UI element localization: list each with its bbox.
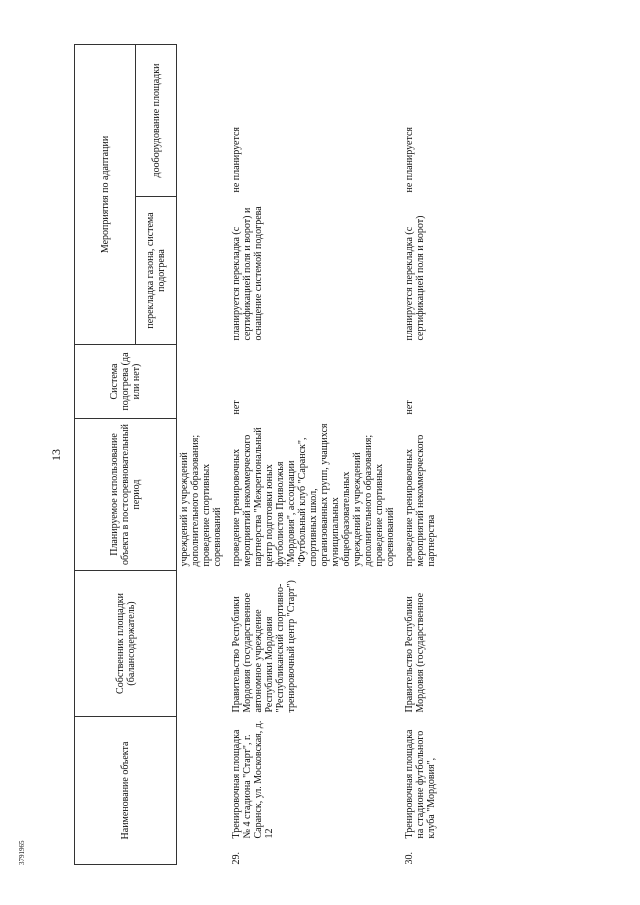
continuation-planned-use: учреждений и учреждений дополнительного образования; проведение спортивных соревнований (179, 434, 223, 567)
row-number: 29. (231, 852, 242, 865)
header-owner: Собственник площадки (балансодержатель) (75, 571, 177, 717)
header-reequipment: дооборудование площадки (136, 45, 177, 197)
reequipment: не планируется (404, 127, 415, 193)
table-row (225, 45, 398, 865)
lawn-relaying: планируется перекладка (с сертификацией поля и ворот) и оснащение системой подогрева (231, 206, 264, 341)
page-number: 13 (49, 449, 63, 461)
header-planned-use: Планируемое использование объекта в постсоревновательный период (75, 419, 177, 571)
owner: Правительство Республики Мордовия (государственное (404, 592, 426, 713)
rotated-content (18, 45, 610, 865)
header-relaying: перекладка газона, система подогрева (136, 197, 177, 345)
header-adaptation: Мероприятия по адаптации (75, 45, 136, 345)
header-heating: Система подогрева (да или нет) (75, 345, 177, 419)
owner: Правительство Республики Мордовия (государственное автономное учреждение Республики Мордовия "Республиканский спортивно-тренировочный центр "Старт") (231, 580, 297, 713)
object-name: Тренировочная площадка № 4 стадиона "Старт", г. Саранск, ул. Московская, д. 12 (231, 720, 275, 839)
heating-system: нет (404, 400, 415, 415)
planned-use: проведение тренировочных мероприятий некоммерческого партнерства (404, 434, 437, 567)
header-name: Наименование объекта (75, 717, 177, 865)
file-number: 3791965 (18, 840, 26, 865)
table-row (398, 45, 439, 865)
row-number: 30. (404, 852, 415, 865)
adaptation-table (74, 44, 439, 865)
reequipment: не планируется (231, 127, 242, 193)
heating-system: нет (231, 400, 242, 415)
object-name: Тренировочная площадка на стадионе футбольного клуба "Мордовия", (404, 729, 437, 839)
table-row (177, 45, 226, 865)
planned-use: проведение тренировочных мероприятий некоммерческого партнерства "Межрегиональный центр подготовки юных футболистов Приволжья "Мордовия", ассоциации "Футбольный клуб "Саранск", спортивных школ, организованных групп, учащихся муниципальных общеобразовательных учреждений и учреждений дополнительного образования; проведение спортивных соревнований (231, 423, 396, 567)
lawn-relaying: планируется перекладка (с сертификацией поля и ворот) (404, 215, 426, 341)
